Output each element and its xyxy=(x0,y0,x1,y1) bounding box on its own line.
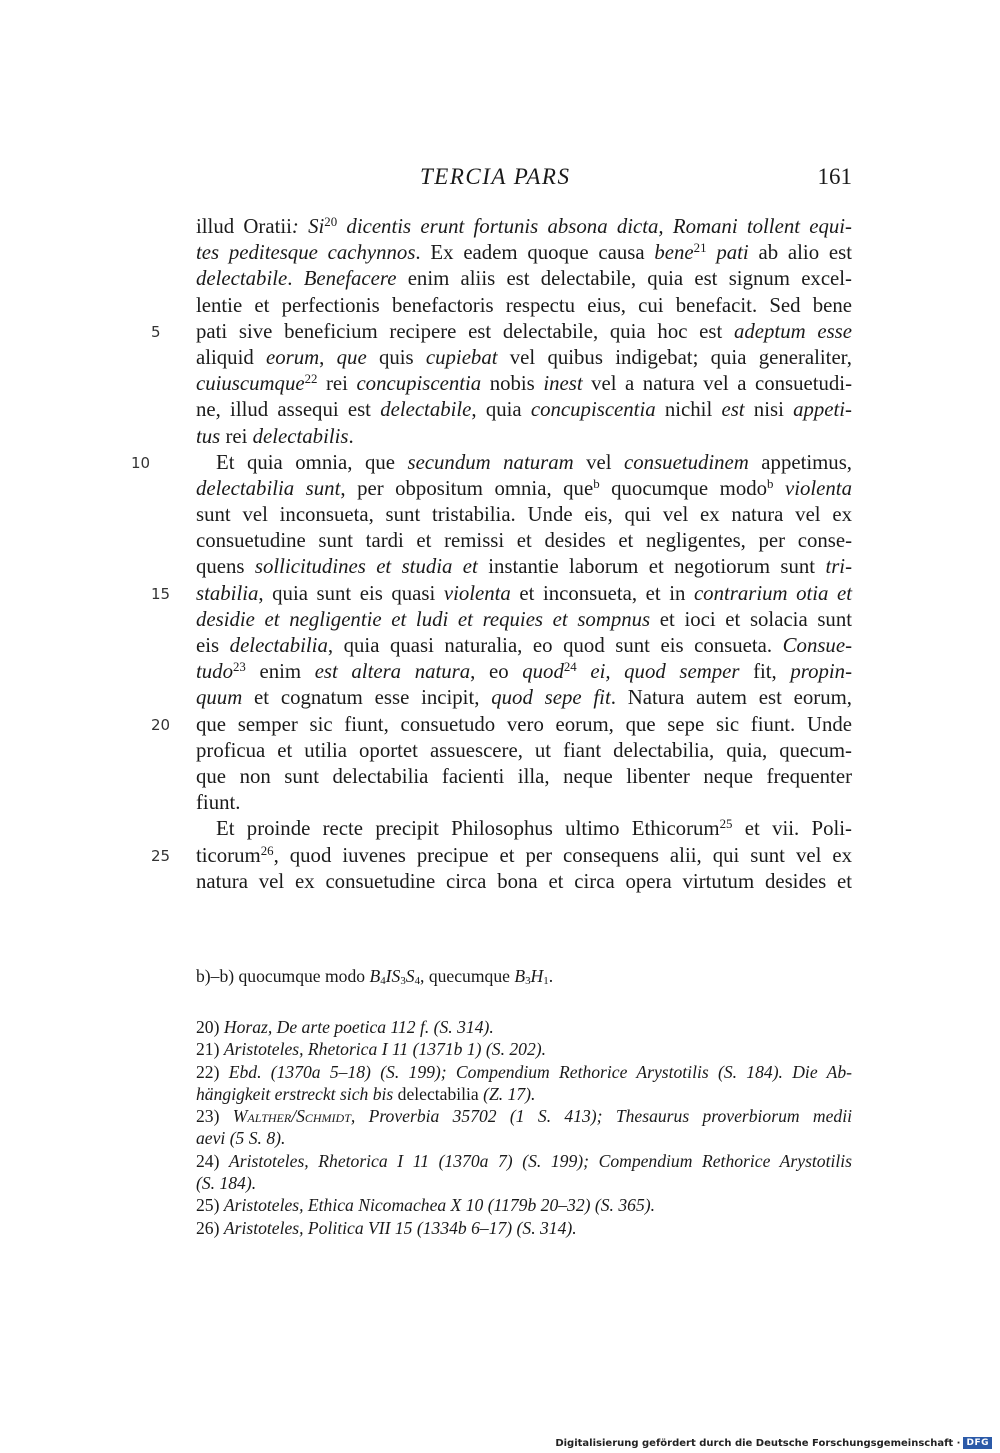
text-line-24: Et proinde recte precipit Philosophus ultimo Ethicorum$^{25}$ et vii. Poli- xyxy=(216,817,852,841)
footnote-24-cont: (S. 184). xyxy=(196,1173,257,1194)
footnote-20: 20) Horaz, De arte poetica 112 f. (S. 314). xyxy=(196,1017,494,1037)
text-line-10: 10 Et quia omnia, que secundum naturam vel consuetudinem appetimus, xyxy=(196,450,852,476)
footnotes xyxy=(196,1016,852,1239)
text-line-21: proficua et utilia oportet assuescere, ut fiant delectabilia, quia, quecum- xyxy=(196,738,852,762)
text-line-15: 15 stabilia, quia sunt eis quasi violenta et inconsueta, et in contrarium otia et xyxy=(196,581,852,607)
text-line-14: quens sollicitudines et studia et instantie laborum et negotiorum sunt tri- xyxy=(196,555,853,579)
text-line-20: 20 que semper sic fiunt, consuetudo vero eorum, que sepe sic fiunt. Unde xyxy=(196,712,852,738)
line-number-20: 20 xyxy=(151,715,171,734)
critical-apparatus: b)–b) quocumque modo $B_4IS_3S_4$, quecumque $B_3H_1$. xyxy=(196,966,554,988)
text-line-11: delectabilia sunt, per obpositum omnia, que$^b$ quocumque modo$^b$ violenta xyxy=(196,476,852,500)
text-line-12: sunt vel inconsueta, sunt tristabilia. Unde eis, qui vel ex natura vel ex xyxy=(196,503,852,527)
line-number-15: 15 xyxy=(151,584,171,603)
line-number-10: 10 xyxy=(131,453,151,472)
main-text xyxy=(131,214,853,895)
text-line-9: tus rei delectabilis. xyxy=(196,424,354,448)
footnote-23-cont: aevi (5 S. 8). xyxy=(196,1128,286,1149)
footnote-26: 26) Aristoteles, Politica VII 15 (1334b 6–17) (S. 314). xyxy=(196,1217,577,1238)
text-line-13: consuetudine sunt tardi et remissi et desides et negligentes, per conse- xyxy=(196,529,852,553)
footnote-23: 23) Walther/Schmidt, Proverbia 35702 (1 S. 413); Thesaurus proverbiorum medii xyxy=(196,1106,852,1127)
text-line-6: aliquid eorum, que quis cupiebat vel quibus indigebat; quia generaliter, xyxy=(196,345,852,369)
text-line-1: illud Oratii: Si$^{20}$ dicentis erunt fortunis absona dicta, Romani tollent equi- xyxy=(196,214,852,238)
footnote-22: 22) Ebd. (1370a 5–18) (S. 199); Compendium Rethorice Arystotilis (S. 184). Die Ab- xyxy=(196,1061,852,1082)
text-line-2: tes peditesque cachynnos. Ex eadem quoque causa bene$^{21}$ pati ab alio est xyxy=(196,241,852,265)
footnote-25: 25) Aristoteles, Ethica Nicomachea X 10 (1179b 20–32) (S. 365). xyxy=(196,1195,655,1216)
footnote-22-cont: hängigkeit erstreckt sich bis delectabilia (Z. 17). xyxy=(196,1083,536,1104)
text-line-26: natura vel ex consuetudine circa bona et circa opera virtutum desides et xyxy=(196,869,852,893)
text-line-25: 25 ticorum$^{26}$, quod iuvenes precipue et per consequens alii, qui sunt vel ex xyxy=(196,843,852,869)
text-line-22: que non sunt delectabilia facienti illa, neque libenter neque frequenter xyxy=(196,764,852,788)
running-header-title: TERCIA PARS xyxy=(420,164,571,189)
text-line-19: quum et cognatum esse incipit, quod sepe fit. Natura autem est eorum, xyxy=(196,686,852,710)
page-number: 161 xyxy=(817,164,852,189)
text-line-5: 5 pati sive beneficium recipere est delectabile, quia hoc est adeptum esse xyxy=(196,319,852,345)
text-line-17: eis delectabilia, quia quasi naturalia, eo quod sunt eis consueta. Consue- xyxy=(196,634,852,657)
dfg-logo-icon: DFG xyxy=(963,1437,992,1449)
text-line-8: ne, illud assequi est delectabile, quia concupiscentia nichil est nisi appeti- xyxy=(196,398,852,422)
footnote-24: 24) Aristoteles, Rhetorica I 11 (1370a 7) (S. 199); Compendium Rethorice Arystotilis xyxy=(196,1150,852,1171)
digitization-text: Digitalisierung gefördert durch die Deutsche Forschungsgemeinschaft · xyxy=(555,1437,961,1449)
digitization-credit xyxy=(555,1437,992,1449)
text-line-4: lentie et perfectionis benefactoris respectu eius, cui benefacit. Sed bene xyxy=(196,293,852,317)
text-line-16: desidie et negligentie et ludi et requies et sompnus et ioci et solacia sunt xyxy=(196,607,852,631)
footnote-21: 21) Aristoteles, Rhetorica I 11 (1371b 1) (S. 202). xyxy=(196,1039,547,1060)
line-number-25: 25 xyxy=(151,846,171,865)
text-line-18: tudo$^{23}$ enim est altera natura, eo quod$^{24}$ ei, quod semper fit, propin- xyxy=(196,660,852,684)
text-line-23: fiunt. xyxy=(196,791,241,815)
line-number-5: 5 xyxy=(151,322,161,341)
text-line-7: cuiuscumque$^{22}$ rei concupiscentia nobis inest vel a natura vel a consuetudi- xyxy=(196,372,852,396)
text-line-3: delectabile. Benefacere enim aliis est delectabile, quia est signum excel- xyxy=(196,267,852,291)
